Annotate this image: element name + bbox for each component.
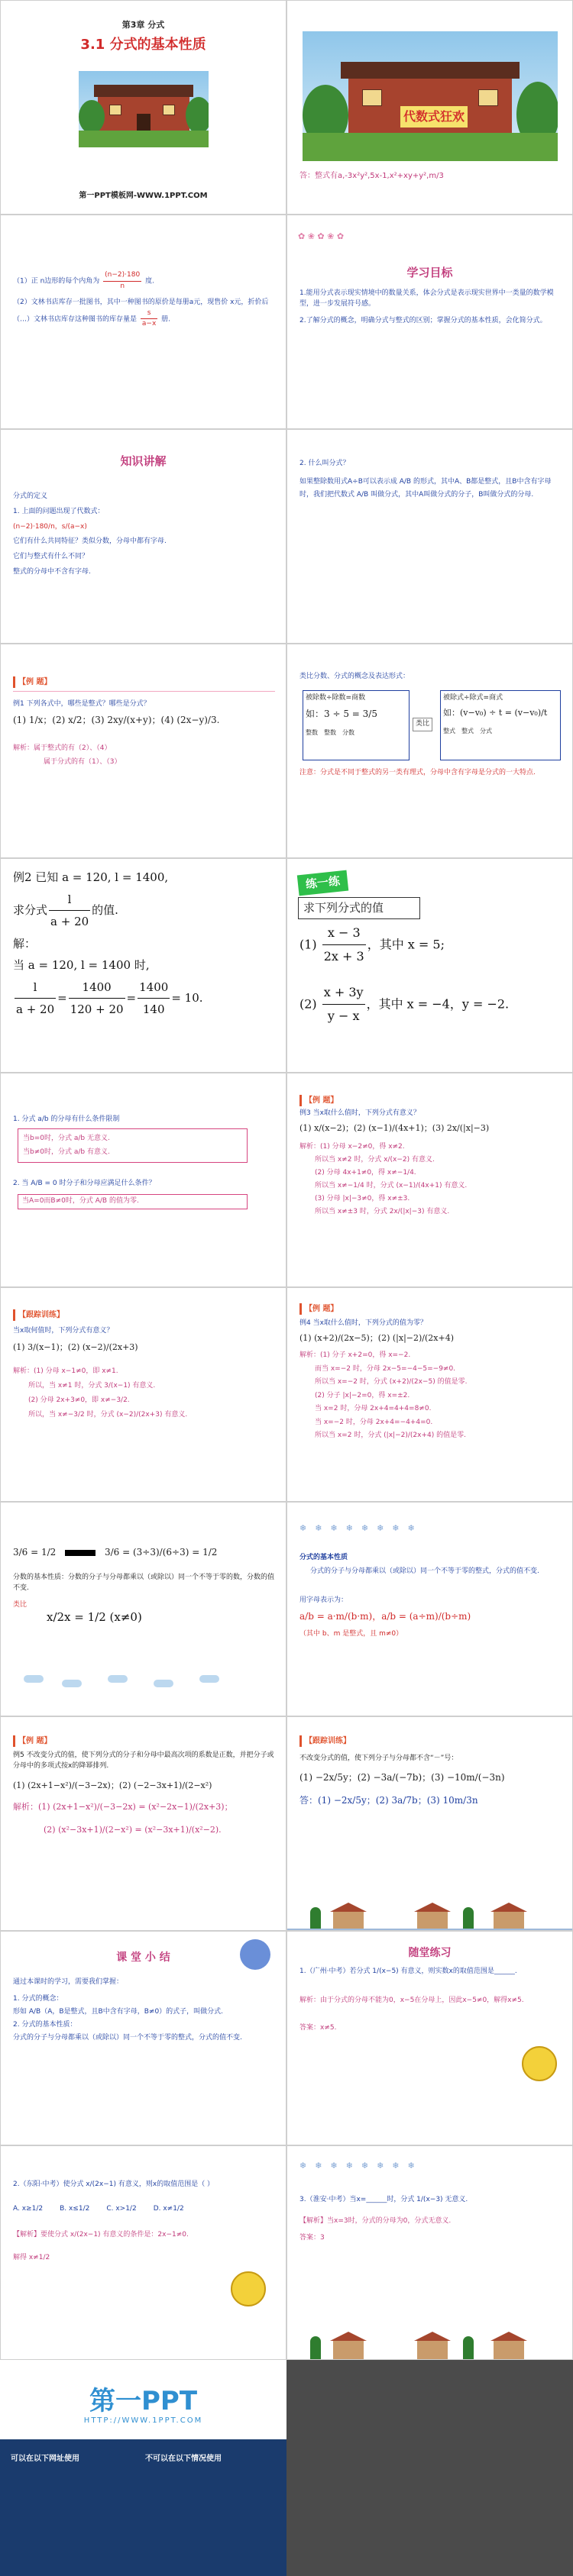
example-4-header: 【例 题】 [299,1303,338,1315]
basic-property-title: 分式的基本性质 [299,1554,348,1561]
option-c[interactable]: C. x>1/2 [106,2205,137,2213]
slide-fraction-property [0,1502,286,1716]
example-4-solution: 解析：(1) 分子 x+2=0，得 x=−2. 而当 x=−2 时，分母 2x−5=−4−5=−9≠0. 所以当 x=−2 时，分式 (x+2)/(2x−5) 的值是零. (2) 分子 |x|−2=0，得 x=±2. 当 x=2 时，分母 2x+4=4+4=8≠0. 当 x=−2 时，分母 2x+4=−4+4=0. 所以当 x=2 时，分式 (|x|−2)/(2x+4) 的值是零. [299,1351,468,1440]
slide-intro-questions [0,215,286,429]
slide-practice-3 [286,2145,573,2360]
example-5-problems: (1) (2x+1−x²)/(−3−2x)；(2) (−2−3x+1)/(2−x²) [13,1780,212,1790]
option-b[interactable]: B. x≤1/2 [60,2205,90,2213]
angle-fraction: $\frac{(n-2)\cdot 180}{n}$ [105,271,141,290]
example-1-items: (1) 1/x；(2) x/2；(3) 2xy/(x+y)；(4) (2x−y)/3. [13,715,220,725]
example-1-answer-2: 属于分式的有（1）、（3） [44,758,121,766]
fraction-equality: 3/6 = 1/2 3/6 = (3÷3)/(6÷3) = 1/2 [13,1547,218,1558]
tracking-1-question: 当x取何值时，下列分式有意义？ [13,1327,114,1335]
practice-3-analysis: 【解析】当x=3时，分式的分母为0，分式无意义. [299,2217,452,2225]
cloud-icon [62,1680,82,1687]
house-icon [333,1912,364,1930]
example-3-header: 【例 题】 [299,1095,338,1106]
slide-tracking-1 [0,1287,286,1502]
cloud-icon [24,1675,44,1683]
slide-conditions [0,1073,286,1287]
slide-algebra-carnival [286,0,573,215]
goal-2: 2.了解分式的概念，明确分式与整式的区别；掌握分式的基本性质，会化简分式。 [299,317,547,324]
fraction-box: 被除数÷除数=商数 如：3 ÷ 5 = 3/5 整数 整数 分数 [303,690,410,760]
practice-heading: 求下列分式的值 [298,897,420,919]
slide-tracking-2 [286,1716,573,1931]
practice-3-question: 3.（淮安·中考）当x=______时，分式 1/(x−3) 无意义. [299,2196,468,2203]
practice-2-options [13,2204,275,2215]
carnival-house-image [303,31,558,161]
knowledge-title: 知识讲解 [120,454,167,468]
tree-icon [310,2336,321,2359]
question-1: （1）正 n边形的每个内角为 $\frac{(n-2)\cdot 180}{n}$ 度. [13,270,275,292]
practice-2-answer: 解得 x≠1/2 [13,2254,50,2261]
footer-right-heading: 不可以在以下情况使用 [145,2455,222,2463]
example-5-solution-1: 解析：(1) (2x+1−x²)/(−3−2x) = (x²−2x−1)/(2x+3)； [13,1802,233,1812]
practice-1-analysis: 解析：由于分式的分母不能为0，x−5在分母上，因此x−5≠0，解得x≠5. [299,1997,524,2004]
example-3-question: 例3 当x取什么值时，下列分式有意义？ [299,1109,420,1117]
condition-question-1: 1. 分式 a/b 的分母有什么条件限制 [13,1115,120,1123]
definition-question: 2. 什么叫分式？ [299,460,350,467]
slide-basic-property [286,1502,573,1716]
example-5-header: 【例 题】 [13,1735,51,1747]
analogy-note: 注意：分式是不同于整式的另一类有理式，分母中含有字母是分式的一大特点. [299,769,536,776]
goals-title: 学习目标 [406,266,453,279]
example-5-solution-2: (2) (x²−3x+1)/(2−x²) = (x²−3x+1)/(x²−2). [44,1825,222,1835]
example-5-question: 例5 不改变分式的值，使下列分式的分子和分母中最高次项的系数是正数，并把分子或分母中的多项式按x的降幂排列. [13,1751,274,1770]
basic-property-text: 分式的分子与分母都乘以（或除以）同一个不等于零的整式，分式的值不变. [310,1567,539,1575]
stock-fraction: $\frac{s}{a-x}$ [141,308,157,328]
slide-analogy [286,644,573,858]
slide-practice [286,858,573,1073]
basic-property-condition: （其中 b、m 是整式，且 m≠0） [299,1630,403,1638]
lesson-title: 3.1 分式的基本性质 [80,37,206,53]
fraction-property-formula: x/2x = 1/2 (x≠0) [47,1610,142,1624]
school-building-image [79,71,209,147]
practice-1-question: 1.（广州·中考）若分式 1/(x−5) 有意义，则实数x的取值范围是______. [299,1968,517,1975]
cloud-icon [108,1675,128,1683]
condition-question-2: 2. 当 A/B = 0 时分子和分母应满足什么条件？ [13,1180,156,1187]
empty-area [286,2360,573,2576]
cartoon-icon [522,2046,557,2081]
snowflake-icon: ❄ ❄ ❄ ❄ ❄ ❄ ❄ ❄ [299,2161,415,2171]
analogy-intro: 类比分数、分式的概念及表达形式： [299,673,410,680]
cloud-icon [154,1680,173,1687]
knowledge-content: 分式的定义 1. 上面的问题出现了代数式： (n−2)·180/n，s/(a−x) 它们有什么共同特征？类似分数，分母中都有字母. 它们与整式有什么不同？ 整式的分母中不含有字母. [13,492,167,576]
practice-2-question: 2.（东阳·中考）使分式 x/(2x−1) 有意义，则x的取值范围是（ ） [13,2181,215,2188]
option-d[interactable]: D. x≠1/2 [153,2205,184,2213]
cherry-blossom-icon: ✿ ❀ ✿ ❀ ✿ [298,231,345,241]
summary-intro: 通过本课时的学习，需要我们掌握： [13,1978,124,1986]
example-1-question: 例1 下列各式中，哪些是整式？哪些是分式？ [13,700,151,708]
condition-zero-box: 当A=0而B≠0时，分式 A/B 的值为零. [18,1194,248,1209]
slide-example-2 [0,858,286,1073]
tracking-2-items: (1) −2x/5y；(2) −3a/(−7b)；(3) −10m/(−3n) [299,1772,505,1783]
example-4-items: (1) (x+2)/(2x−5)；(2) (|x|−2)/(2x+4) [299,1333,454,1343]
footer-left-heading: 可以在以下网址使用 [11,2455,79,2463]
basic-property-formula: a/b = a·m/(b·m)，a/b = (a÷m)/(b÷m) [299,1611,471,1622]
slide-example-4 [286,1287,573,1502]
practice-3-answer: 答案：3 [299,2234,325,2242]
slide-example-3 [286,1073,573,1287]
tracking-2-header: 【跟踪训练】 [299,1735,351,1747]
example-header: 【例 题】 [13,676,51,688]
brand-footer [0,2360,286,2576]
house-icon [417,1912,448,1930]
snowflake-icon: ❄ ❄ ❄ ❄ ❄ ❄ ❄ ❄ [299,1523,415,1533]
algebraic-fraction-box: 被除式÷除式=商式 如：(v−v₀) ÷ t = (v−v₀)/t 整式 整式 分式 [440,690,561,760]
house-icon [494,1912,524,1930]
slide-title [0,0,286,215]
footer-info-panel [0,2439,286,2576]
example-1-answer-1: 解析：属于整式的有（2）、（4） [13,744,112,752]
brand-label: 第一PPT模板网-WWW.1PPT.COM [79,192,208,200]
tracking-2-answer: 答：(1) −2x/5y；(2) 3a/7b；(3) 10m/3n [299,1795,478,1806]
practice-problems: (1) $\frac{x - 3}{2x + 3}$ ，其中 x = 5; (2) $\frac{x + 3y}{y - x}$ ，其中 x = −4，y = −2. [299,922,562,1028]
carnival-answer: 答：整式有a,-3x²y²,5x-1,x²+xy+y²,m/3 [299,172,444,180]
analogy-label: 类比 [13,1601,28,1609]
owl-icon [240,1939,270,1970]
slide-example-1 [0,644,286,858]
example-4-question: 例4 当x取什么值时，下列分式的值为零？ [299,1319,427,1327]
option-a[interactable]: A. x≥1/2 [13,2205,44,2213]
basic-property-sym: 用字母表示为： [299,1596,348,1604]
practice-badge: 练一练 [297,870,348,896]
slide-learning-goals [286,215,573,429]
carnival-sign: 代数式狂欢 [400,106,468,128]
tracking-1-items: (1) 3/(x−1)；(2) (x−2)/(2x+3) [13,1342,138,1352]
fraction-property-text: 分数的基本性质：分数的分子与分母都乘以（或除以）同一个不等于零的数，分数的值不变. [13,1574,275,1592]
tracking-1-header: 【跟踪训练】 [13,1309,64,1321]
chapter-label: 第3章 分式 [121,20,165,30]
tree-icon [463,2336,474,2359]
tree-icon [310,1907,321,1930]
example-2-body: 例2 已知 a = 120, l = 1400, 求分式 $\frac{l}{a + 20}$ 的值. 解： 当 a = 120, l = 1400 时, $\frac{l}{a + 20}$ = $\frac{1400}{120 + 20}$ = $\frac{1400}{140}$ = 10. [13,870,203,1016]
slide-practice-1 [286,1931,573,2145]
house-icon [333,2341,364,2359]
house-icon [417,2341,448,2359]
slide-example-5 [0,1716,286,1931]
arrow-icon [65,1550,96,1556]
question-2: （2）文林书店库存一批图书，其中一种图书的原价是每册a元，现售价 x元，折价后（…）文林书店库存这种图书的库存量是 $\frac{s}{a-x}$ 册. [13,298,275,330]
slide-summary [0,1931,286,2145]
slide-knowledge [0,429,286,644]
example-3-solution: 解析：(1) 分母 x−2≠0，得 x≠2. 所以当 x≠2 时，分式 x/(x−2) 有意义. (2) 分母 4x+1≠0，得 x≠−1/4. 所以当 x≠−1/4 时，分式 (x−1)/(4x+1) 有意义. (3) 分母 |x|−3≠0，得 x≠±3. 所以当 x≠±3 时，分式 2x/(|x|−3) 有意义. [299,1143,468,1216]
tracking-1-solution: 解析：(1) 分母 x−1≠0，即 x≠1. 所以，当 x≠1 时，分式 3/(x−1) 有意义. (2) 分母 2x+3≠0，即 x≠−3/2. 所以，当 x≠−3/2 时，分式 (x−2)/(2x+3) 有意义. [13,1367,188,1419]
tree-icon [463,1907,474,1930]
cloud-icon [199,1675,219,1683]
tracking-2-question: 不改变分式的值，使下列分子与分母都不含“－”号： [299,1754,458,1762]
cartoon-icon [231,2271,266,2306]
condition-box: 当b=0时，分式 a/b 无意义. 当b≠0时，分式 a/b 有意义. [18,1128,248,1163]
summary-title: 课 堂 小 结 [116,1951,170,1964]
practice-title: 随堂练习 [408,1947,452,1959]
definition-text: 如果整除数用式A÷B可以表示成 A/B 的形式，其中A、B都是整式，且B中含有字母时，我们把代数式 A/B 叫做分式，其中A叫做分式的分子，B叫做分式的分母. [299,478,552,499]
practice-1-answer: 答案：x≠5. [299,2024,337,2032]
example-3-items: (1) x/(x−2)；(2) (x−1)/(4x+1)；(3) 2x/(|x|−3) [299,1123,490,1133]
analogy-arrow: 类比 [413,718,432,731]
brand-url[interactable]: HTTP://WWW.1PPT.COM [83,2416,203,2425]
house-icon [494,2341,524,2359]
slide-fraction-definition [286,429,573,644]
slide-practice-2 [0,2145,286,2360]
summary-items: 1. 分式的概念： 形如 A/B（A，B是整式，且B中含有字母，B≠0）的式子，叫做分式. 2. 分式的基本性质： 分式的分子与分母都乘以（或除以）同一个不等于零的整式，分式的值不变. [13,1995,242,2042]
brand-logo: 第一PPT [89,2386,198,2416]
practice-2-analysis: 【解析】要使分式 x/(2x−1) 有意义的条件是：2x−1≠0. [13,2231,189,2239]
goal-1: 1.能用分式表示现实情境中的数量关系，体会分式是表示现实世界中一类量的数学模型，进一步发展符号感。 [299,289,554,308]
